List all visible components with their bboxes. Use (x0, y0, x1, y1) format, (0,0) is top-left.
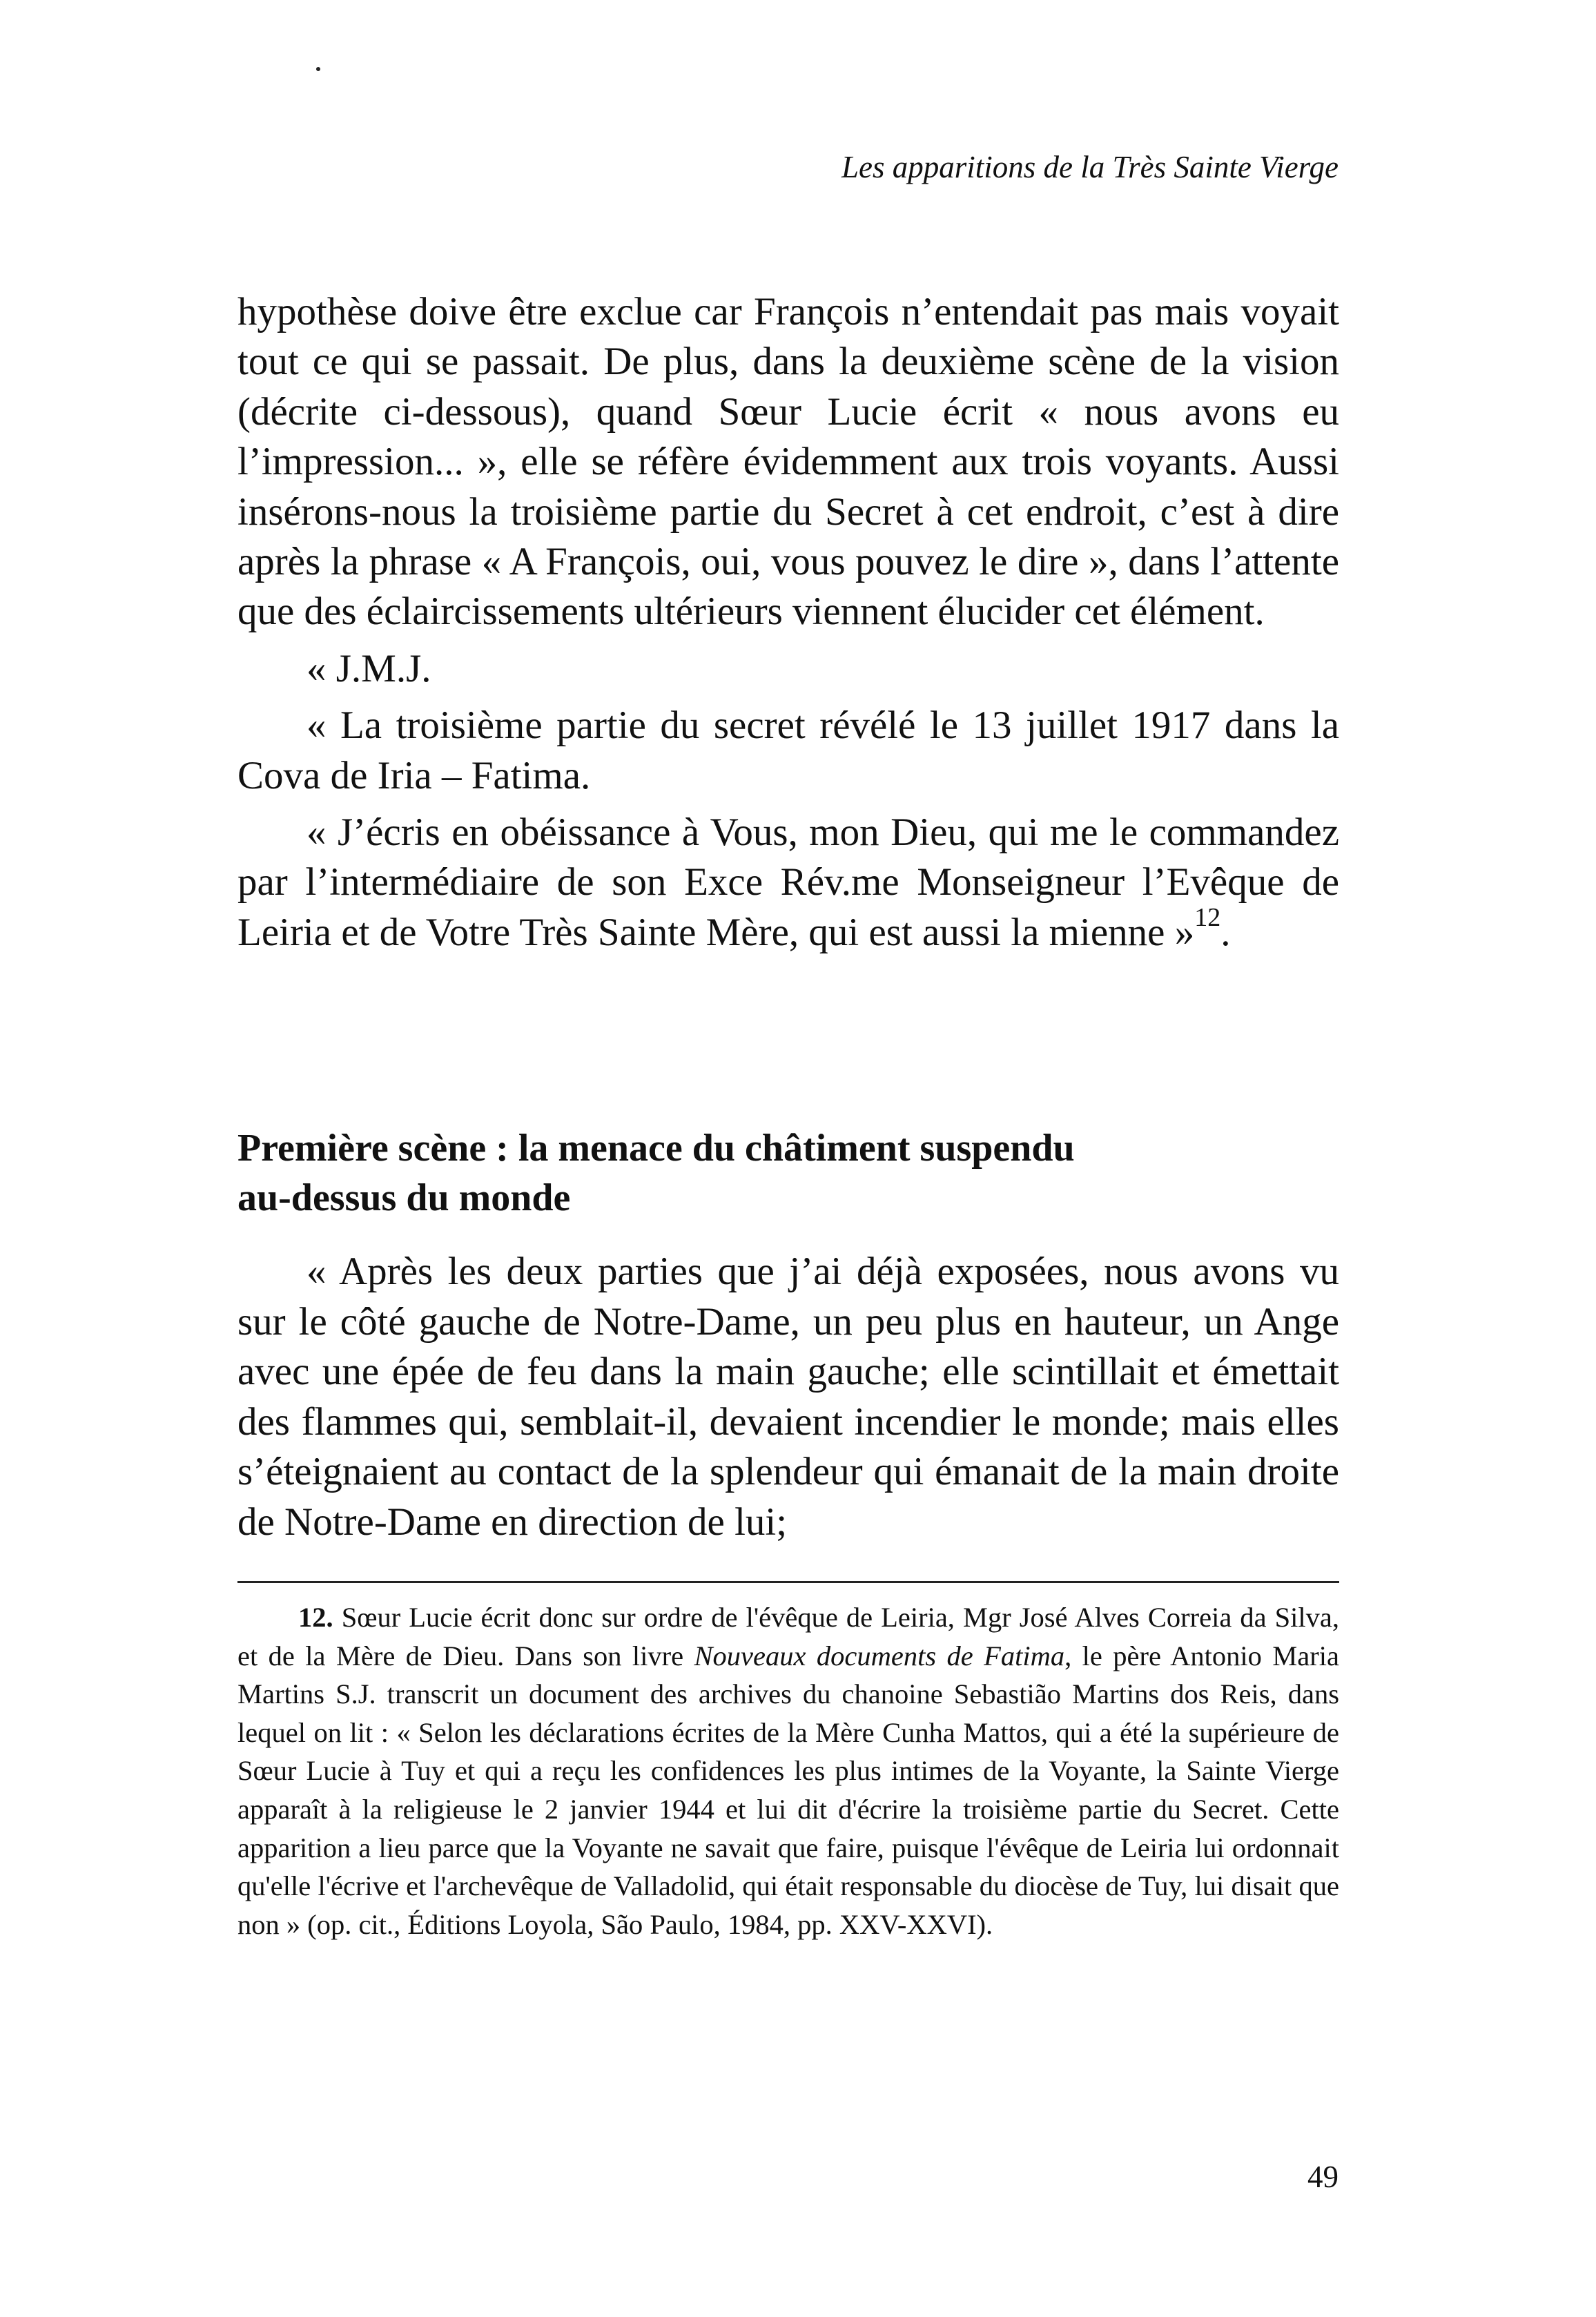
page-number: 49 (1307, 2160, 1339, 2194)
section-heading (237, 1123, 1339, 1223)
footnote-divider (237, 1581, 1339, 1583)
section-paragraph: « Après les deux parties que j’ai déjà exposées, nous avons vu sur le côté gauche de Notre-Dame, un peu plus en hauteur, un Ange avec une épée de feu dans la main gauche; elle scintillait et émettait des flammes qui, semblait-il, devaient incendier le monde; mais elles s’éteignaient au contact de la splendeur qui émanait de la main droite de Notre-Dame en direction de lui; (237, 1250, 1339, 1544)
footnote-text-start: Sœur Lucie écrit donc sur ordre de l'évêque de Leiria, Mgr José Alves Correia da Silva, et de la Mère de Dieu. Dans son livre (237, 1602, 1340, 1671)
paragraph-jmj: « J.M.J. (306, 646, 431, 690)
paragraph-continuation: hypothèse doive être exclue car François n’entendait pas mais voyait tout ce qui se passait. De plus, dans la deuxième scène de la vision (décrite ci-dessous), quand Sœur Lucie écrit « nous avons eu l’impression... », elle se réfère évidemment aux trois voyants. Aussi insérons-nous la troisième partie du Secret à cet endroit, c’est à dire après la phrase « A François, oui, vous pouvez le dire », dans l’attente que des éclaircissements ultérieurs viennent élucider cet élément. (237, 290, 1339, 634)
footnote (237, 1598, 1339, 1943)
section-heading-line-2: au-dessus du monde (237, 1176, 571, 1219)
section-body (237, 1247, 1339, 1548)
running-header: Les apparitions de la Très Sainte Vierge (841, 150, 1339, 184)
footnote-paragraph (237, 1598, 1339, 1943)
paragraph-obedience (237, 808, 1339, 958)
main-text (237, 287, 1339, 958)
paragraph-obedience-text: « J’écris en obéissance à Vous, mon Dieu, qui me le commandez par l’intermédiaire de son Exce Rév.me Monseigneur l’Evêque de Leiria et de Votre Très Sainte Mère, qui est aussi la mienne » (237, 811, 1339, 954)
footnote-text-end: , le père Antonio Maria Martins S.J. transcrit un document des archives du chanoine Sebastião Martins dos Reis, dans lequel on lit : « Selon les déclarations écrites de la Mère Cunha Mattos, qui a été la supérieure de Sœur Lucie à Tuy et qui a reçu les confidences les plus intimes de la Voyante, la Sainte Vierge apparaît à la religieuse le 2 janvier 1944 et lui dit d'écrire la troisième partie du Secret. Cette apparition a lieu parce que la Voyante ne savait que faire, puisque l'évêque de Leiria lui ordonnait qu'elle l'écrive et l'archevêque de Valladolid, qui était responsable du diocèse de Tuy, lui disait que non » (op. cit., Éditions Loyola, São Paulo, 1984, pp. XXV-XXVI). (237, 1640, 1339, 1940)
footnote-book-title: Nouveaux documents de Fatima (694, 1640, 1065, 1671)
footnote-reference[interactable]: 12 (1194, 902, 1221, 932)
paragraph-obedience-end: . (1220, 910, 1231, 954)
print-speck (316, 67, 320, 71)
footnote-number: 12. (298, 1602, 333, 1633)
section-heading-line-1: Première scène : la menace du châtiment suspendu (237, 1127, 1075, 1170)
paragraph-third-part: « La troisième partie du secret révélé le 13 juillet 1917 dans la Cova de Iria – Fatima. (237, 704, 1339, 797)
